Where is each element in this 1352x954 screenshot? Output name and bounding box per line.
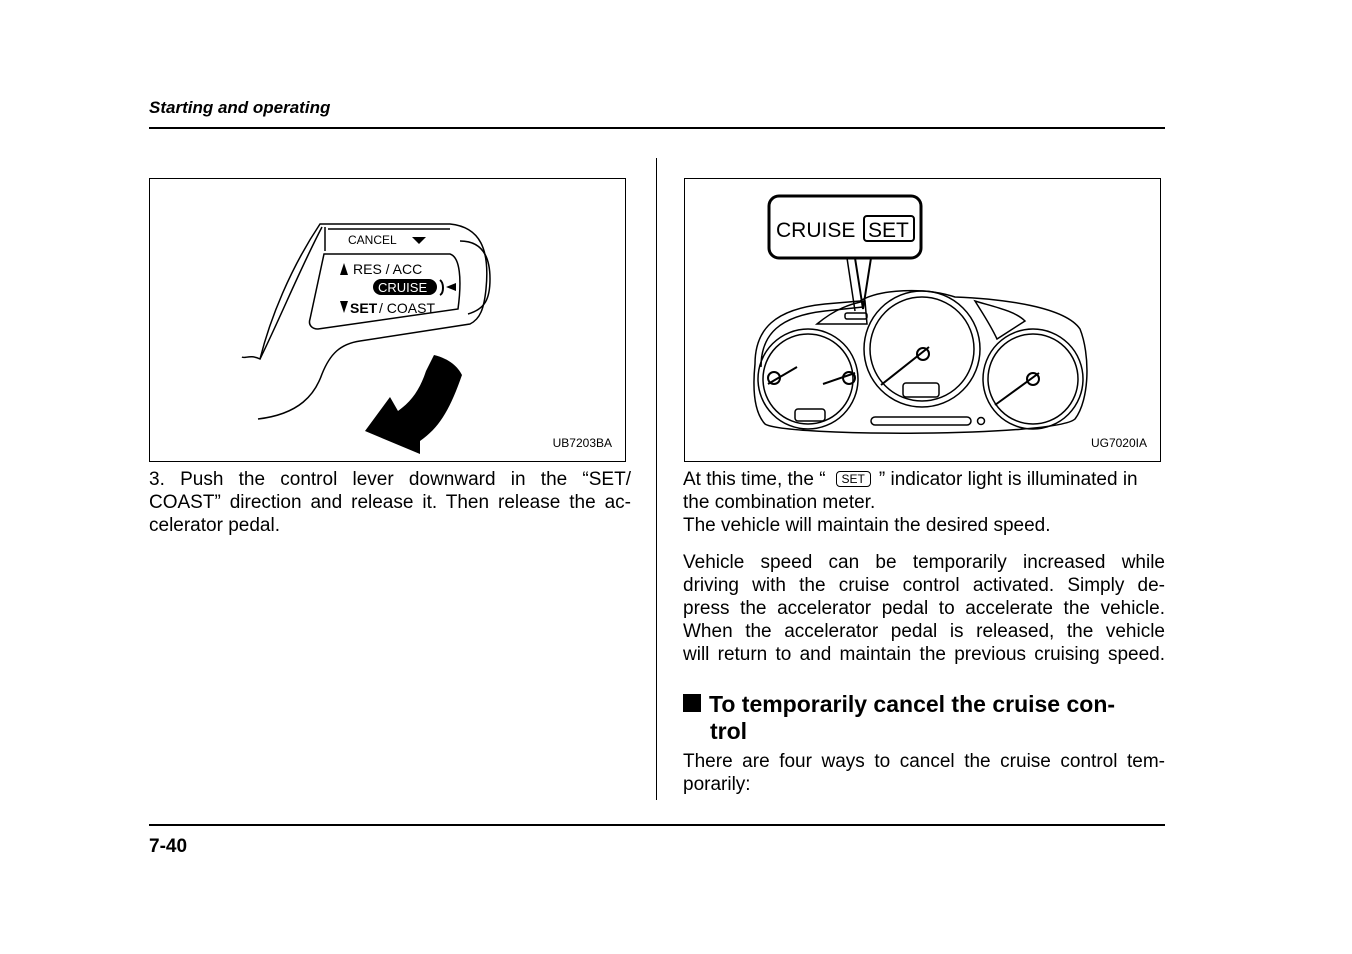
text-line: press the accelerator pedal to accelerate the vehicle. [683, 598, 1165, 619]
push-down-arrow-icon [365, 355, 462, 454]
text-line: will return to and maintain the previous cruising speed. [683, 644, 1165, 665]
cruise-lever-illustration [150, 179, 627, 463]
set-indicator-icon: SET [836, 471, 871, 487]
text-line: There are four ways to cancel the cruise control tem- [683, 751, 1165, 772]
figure-code: UB7203BA [552, 436, 612, 450]
cancel-label: CANCEL [348, 233, 397, 247]
header-rule [149, 127, 1165, 129]
heading-line: trol [710, 718, 748, 744]
set-label: SET [350, 300, 378, 316]
cruise-pointer-icon [446, 283, 456, 291]
speed-increase-paragraph [683, 551, 1165, 666]
set-arrow-icon [340, 301, 348, 313]
page-number: 7-40 [149, 836, 188, 857]
column-divider [656, 158, 657, 800]
text-run: ” indicator light is illuminated in [878, 469, 1138, 490]
lever-figure [149, 178, 626, 462]
step-3-paragraph [149, 468, 631, 537]
text-line: Vehicle speed can be temporarily increased while [683, 552, 1165, 573]
figure-code: UG7020IA [1090, 436, 1147, 450]
text-line: COAST” direction and release it. Then release the ac- [149, 492, 631, 513]
text-line: celerator pedal. [149, 515, 280, 536]
set-indicator-label: SET [868, 219, 909, 242]
combination-meter-illustration [685, 179, 1162, 463]
running-header: Starting and operating [149, 98, 331, 117]
meter-figure [684, 178, 1161, 462]
heading-line: To temporarily cancel the cruise con- [709, 691, 1116, 717]
set-indicator-lamp [845, 313, 867, 319]
cancel-arrow-icon [412, 237, 426, 244]
text-line: 3. Push the control lever downward in the “SET/ [149, 469, 631, 490]
text-line: When the accelerator pedal is released, the vehicle [683, 621, 1165, 642]
res-acc-label: RES / ACC [353, 261, 423, 277]
cruise-button-label: CRUISE [378, 280, 428, 295]
maintain-speed-paragraph: The vehicle will maintain the desired speed. [683, 515, 1051, 536]
res-arrow-icon [340, 263, 348, 275]
footer-rule [149, 824, 1165, 826]
cruise-indicator-label: CRUISE [776, 219, 856, 242]
text-line: porarily: [683, 774, 751, 795]
section-heading [683, 691, 1165, 745]
text-run: At this time, the “ [683, 469, 826, 490]
indicator-paragraph [683, 468, 1165, 491]
square-bullet-icon [683, 694, 701, 712]
text-line: driving with the cruise control activated. Simply de- [683, 575, 1165, 596]
indicator-paragraph-cont: the combination meter. [683, 492, 876, 513]
coast-label: / COAST [379, 300, 436, 316]
cancel-methods-paragraph [683, 750, 1165, 796]
